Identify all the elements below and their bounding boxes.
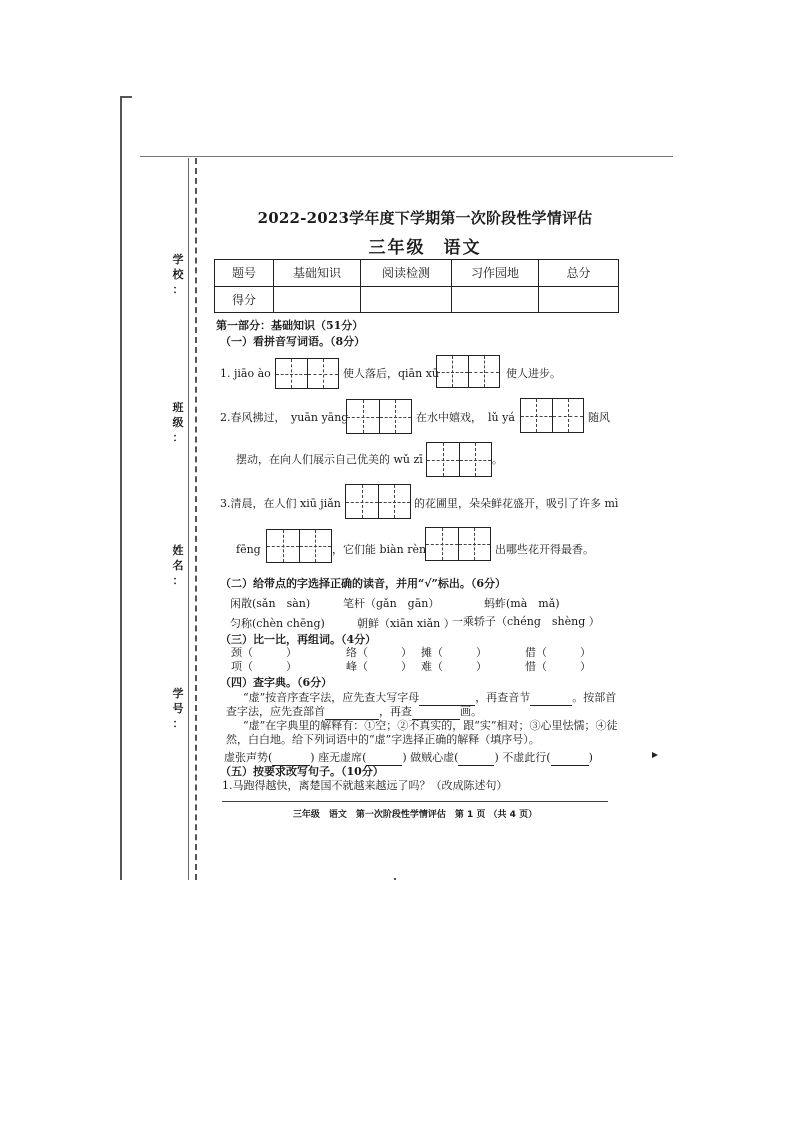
q3-text-c: fēng — [236, 543, 261, 556]
section5-heading: （五）按要求改写句子。（10分） — [220, 765, 384, 778]
dictionary-words: 虚张声势( ) 座无虚席( ) 做贼心虚( ) 不虚此行( ) — [224, 751, 593, 764]
pinyin-writing-grid[interactable] — [520, 398, 584, 433]
subject: 语文 — [443, 238, 482, 258]
pronunciation-option[interactable]: 一乘轿子（chéng shèng ） — [452, 615, 600, 628]
side-label-student-id: 学 号 ： — [172, 687, 184, 730]
answer-blank[interactable] — [530, 693, 572, 706]
score-cell[interactable] — [452, 286, 539, 313]
pinyin-writing-grid[interactable] — [346, 399, 412, 434]
pinyin-writing-grid[interactable] — [425, 527, 491, 561]
side-label-school: 学 校 ： — [172, 253, 184, 296]
exam-subtitle — [200, 233, 650, 258]
word-compare-item[interactable]: 惜（ ） — [525, 660, 591, 673]
footer-rule — [222, 801, 608, 802]
pinyin-writing-grid[interactable] — [436, 355, 500, 388]
pronunciation-option[interactable]: 闲散(sǎn sàn) — [230, 597, 311, 610]
pinyin-writing-grid[interactable] — [345, 484, 411, 519]
word-compare-item[interactable]: 颈（ ） — [231, 646, 297, 659]
page-footer: 三年级 语文 第一次阶段性学情评估 第 1 页 （共 4 页） — [292, 810, 538, 820]
top-rule — [140, 156, 673, 157]
side-label-name: 姓 名 ： — [172, 544, 184, 587]
scan-edge — [120, 96, 122, 880]
part1-heading: 第一部分：基础知识（51分） — [216, 319, 364, 332]
q3-text-a: 3.清晨，在人们 xiū jiǎn — [220, 497, 341, 510]
score-table — [214, 259, 619, 313]
pronunciation-option[interactable]: 笔杆（gǎn gān） — [343, 597, 440, 610]
score-header-cell: 习作园地 — [452, 260, 539, 287]
grade: 三年级 — [368, 238, 426, 258]
score-cell[interactable] — [361, 286, 452, 313]
q3-text-d: ，它们能 biàn rèn — [332, 543, 427, 556]
q2-text-g: 。 — [492, 453, 503, 466]
dictionary-paragraph-2: 查字法，应先查部首 ，再查 画。 — [226, 705, 482, 718]
pinyin-writing-grid[interactable] — [275, 358, 339, 389]
section1-heading: （一）看拼音写词语。（8分） — [220, 335, 366, 348]
q2-text-f: 摆动，在向人们展示自己优美的 wǔ zī — [236, 453, 423, 466]
score-row-label: 得分 — [215, 286, 274, 313]
scan-edge-top — [120, 96, 132, 98]
q3-text-b: 的花圃里，朵朵鲜花盛开，吸引了许多 mì — [414, 497, 619, 510]
word-compare-item[interactable]: 难（ ） — [421, 660, 487, 673]
scan-speck — [394, 878, 396, 880]
pronunciation-option[interactable]: 匀称(chèn chēng) — [230, 617, 325, 630]
word-compare-item[interactable]: 借（ ） — [525, 646, 591, 659]
exam-title: 2022-2023学年度下学期第一次阶段性学情评估 — [257, 209, 593, 227]
score-cell[interactable] — [539, 286, 619, 313]
q1-text-b: 使人落后，qiān xū — [343, 367, 439, 380]
word-compare-item[interactable]: 络（ ） — [346, 646, 412, 659]
pronunciation-option[interactable]: 蚂蚱(mà mǎ) — [484, 597, 560, 610]
side-label-class: 班 级 ： — [172, 401, 184, 444]
q2-text-e: 随风 — [588, 411, 610, 424]
score-header-cell: 总分 — [539, 260, 619, 287]
dictionary-paragraph-3: “虚”在字典里的解释有：①空；②不真实的，跟“实”相对；③心里怯懦；④徒 — [243, 719, 618, 732]
score-header-cell: 阅读检测 — [361, 260, 452, 287]
pronunciation-option[interactable]: 朝鲜（xiān xiǎn ） — [357, 617, 455, 630]
binding-line — [188, 158, 189, 880]
pinyin-writing-grid[interactable] — [426, 442, 492, 477]
word-compare-item[interactable]: 摊（ ） — [421, 646, 487, 659]
section2-heading: （二）给带点的字选择正确的读音，并用“√”标出。（6分） — [220, 577, 507, 590]
binding-dashed-line — [195, 158, 197, 880]
answer-blank[interactable] — [551, 753, 589, 766]
rewrite-question-1: 1.马跑得越快，离楚国不就越来越远了吗？（改成陈述句） — [222, 779, 508, 792]
q3-text-e: 出哪些花开得最香。 — [495, 543, 594, 556]
dictionary-paragraph-4: 然，白白地。给下列词语中的“虚”字选择正确的解释（填序号）。 — [226, 733, 540, 746]
word-compare-item[interactable]: 峰（ ） — [346, 660, 412, 673]
q2-text-c: 在水中嬉戏， — [416, 411, 482, 424]
word-compare-item[interactable]: 项（ ） — [231, 660, 297, 673]
dictionary-paragraph-1: “虚”按音序查字法，应先查大写字母 ，再查音节 。按部首 — [243, 691, 617, 704]
q2-text-d: lǔ yá — [488, 411, 515, 424]
pinyin-writing-grid[interactable] — [266, 529, 332, 563]
section3-heading: （三）比一比，再组词。（4分） — [220, 633, 377, 646]
q1-text-a: 1. jiāo ào — [220, 367, 271, 380]
score-header-cell: 题号 — [215, 260, 274, 287]
arrow-mark-icon — [652, 752, 658, 758]
q2-text-b: yuān yāng — [291, 411, 349, 424]
score-header-cell: 基础知识 — [274, 260, 361, 287]
score-cell[interactable] — [274, 286, 361, 313]
q2-text-a: 2.春风拂过， — [220, 411, 286, 424]
answer-blank[interactable] — [458, 753, 494, 766]
section4-heading: （四）查字典。（6分） — [220, 676, 333, 689]
q1-text-c: 使人进步。 — [506, 367, 561, 380]
